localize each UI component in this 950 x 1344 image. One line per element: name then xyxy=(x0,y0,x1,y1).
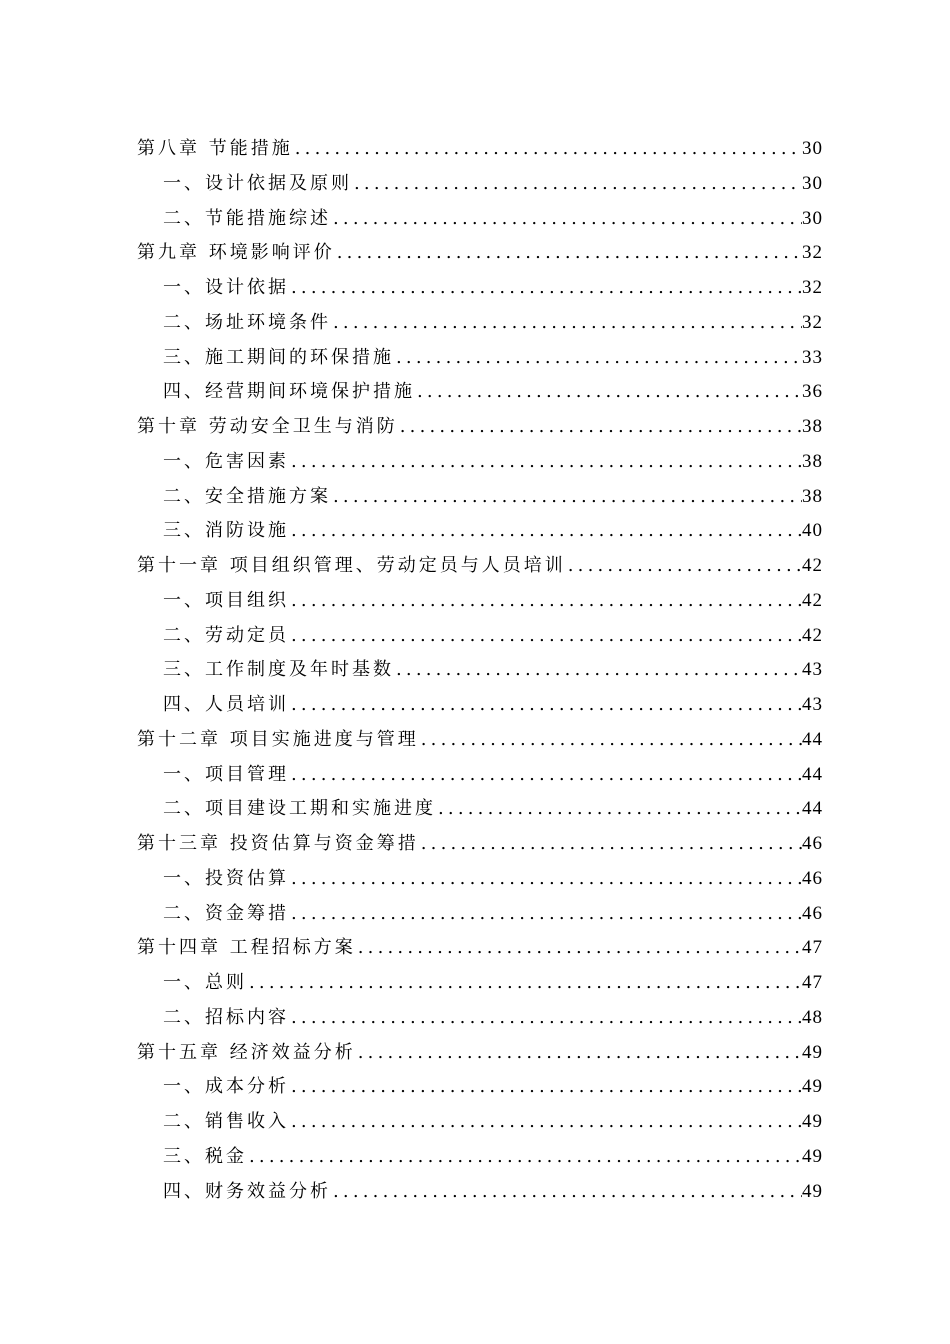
toc-page-number: 47 xyxy=(802,937,823,959)
toc-dot-leader xyxy=(415,375,802,410)
toc-page-number: 49 xyxy=(802,1111,823,1132)
toc-dot-leader xyxy=(293,132,802,167)
toc-entry-label: 二、资金筹措 xyxy=(163,902,289,924)
toc-page-number: 42 xyxy=(802,589,823,611)
toc-page-number: 49 xyxy=(802,1180,823,1202)
toc-page-number: 49 xyxy=(802,1076,823,1098)
toc-dot-leader xyxy=(331,202,802,237)
toc-section-entry[interactable] xyxy=(137,306,823,341)
toc-chapter-entry[interactable] xyxy=(137,236,823,271)
toc-chapter-entry[interactable] xyxy=(137,931,823,966)
toc-page-number: 42 xyxy=(802,624,823,646)
toc-section-entry[interactable] xyxy=(137,375,823,410)
toc-section-entry[interactable] xyxy=(137,792,823,827)
toc-page-number: 46 xyxy=(802,902,823,924)
toc-chapter-entry[interactable] xyxy=(137,410,823,445)
toc-entry-label: 二、节能措施综述 xyxy=(163,207,331,229)
toc-dot-leader xyxy=(289,584,802,619)
toc-entry-label: 二、招标内容 xyxy=(163,1006,289,1028)
toc-page-number: 40 xyxy=(802,520,823,542)
toc-entry-label: 二、销售收入 xyxy=(163,1111,289,1132)
toc-section-entry[interactable] xyxy=(137,445,823,480)
toc-entry-label: 四、财务效益分析 xyxy=(163,1180,331,1202)
toc-entry-label: 第八章 节能措施 xyxy=(137,138,293,159)
toc-dot-leader xyxy=(289,862,802,897)
toc-page-number: 43 xyxy=(802,694,823,715)
toc-page-number: 30 xyxy=(802,172,823,194)
toc-section-entry[interactable] xyxy=(137,897,823,932)
toc-dot-leader xyxy=(356,931,802,966)
toc-section-entry[interactable] xyxy=(137,480,823,515)
toc-page-number: 43 xyxy=(802,659,823,681)
toc-entry-label: 一、投资估算 xyxy=(163,867,289,889)
toc-page-number: 46 xyxy=(802,833,823,854)
toc-dot-leader xyxy=(394,653,802,688)
toc-dot-leader xyxy=(289,514,802,549)
toc-dot-leader xyxy=(566,549,802,584)
toc-dot-leader xyxy=(289,688,802,723)
toc-section-entry[interactable] xyxy=(137,514,823,549)
table-of-contents xyxy=(137,132,823,1209)
toc-page-number: 32 xyxy=(802,311,823,333)
toc-dot-leader xyxy=(331,480,802,515)
toc-section-entry[interactable] xyxy=(137,584,823,619)
toc-entry-label: 第九章 环境影响评价 xyxy=(137,242,335,264)
toc-dot-leader xyxy=(331,306,802,341)
toc-entry-label: 第十五章 经济效益分析 xyxy=(137,1041,356,1063)
toc-page-number: 46 xyxy=(802,867,823,889)
toc-page-number: 38 xyxy=(802,416,823,437)
toc-dot-leader xyxy=(289,619,802,654)
toc-dot-leader xyxy=(398,410,802,445)
toc-dot-leader xyxy=(289,758,802,793)
toc-section-entry[interactable] xyxy=(137,966,823,1001)
toc-page-number: 49 xyxy=(802,1041,823,1063)
toc-entry-label: 二、场址环境条件 xyxy=(163,311,331,333)
toc-entry-label: 三、工作制度及年时基数 xyxy=(163,659,394,681)
toc-entry-label: 四、经营期间环境保护措施 xyxy=(163,381,415,403)
toc-dot-leader xyxy=(419,827,802,862)
toc-dot-leader xyxy=(289,1105,802,1140)
toc-dot-leader xyxy=(419,723,802,758)
toc-entry-label: 第十三章 投资估算与资金筹措 xyxy=(137,833,419,854)
toc-dot-leader xyxy=(331,1175,802,1210)
toc-section-entry[interactable] xyxy=(137,653,823,688)
toc-dot-leader xyxy=(356,1036,802,1071)
toc-entry-label: 一、成本分析 xyxy=(163,1076,289,1098)
toc-chapter-entry[interactable] xyxy=(137,132,823,167)
toc-dot-leader xyxy=(394,341,802,376)
toc-section-entry[interactable] xyxy=(137,167,823,202)
toc-page-number: 32 xyxy=(802,242,823,264)
toc-chapter-entry[interactable] xyxy=(137,549,823,584)
toc-entry-label: 一、危害因素 xyxy=(163,450,289,472)
toc-page-number: 38 xyxy=(802,485,823,507)
toc-page-number: 30 xyxy=(802,207,823,229)
toc-page-number: 36 xyxy=(802,381,823,403)
toc-entry-label: 第十一章 项目组织管理、劳动定员与人员培训 xyxy=(137,555,566,576)
toc-entry-label: 第十二章 项目实施进度与管理 xyxy=(137,728,419,750)
toc-entry-label: 二、安全措施方案 xyxy=(163,485,331,507)
toc-chapter-entry[interactable] xyxy=(137,827,823,862)
toc-page-number: 33 xyxy=(802,346,823,368)
toc-page-number: 47 xyxy=(802,972,823,993)
toc-page-number: 44 xyxy=(802,763,823,785)
toc-section-entry[interactable] xyxy=(137,1070,823,1105)
toc-page-number: 44 xyxy=(802,728,823,750)
toc-entry-label: 第十四章 工程招标方案 xyxy=(137,937,356,959)
toc-section-entry[interactable] xyxy=(137,619,823,654)
toc-chapter-entry[interactable] xyxy=(137,1036,823,1071)
toc-section-entry[interactable] xyxy=(137,1175,823,1210)
toc-entry-label: 一、设计依据及原则 xyxy=(163,172,352,194)
toc-dot-leader xyxy=(289,897,802,932)
toc-section-entry[interactable] xyxy=(137,688,823,723)
toc-dot-leader xyxy=(247,1140,802,1175)
toc-dot-leader xyxy=(289,445,802,480)
toc-page-number: 38 xyxy=(802,450,823,472)
toc-section-entry[interactable] xyxy=(137,1105,823,1140)
toc-dot-leader xyxy=(335,236,802,271)
toc-entry-label: 三、消防设施 xyxy=(163,520,289,542)
toc-section-entry[interactable] xyxy=(137,1001,823,1036)
toc-entry-label: 一、设计依据 xyxy=(163,277,289,298)
toc-dot-leader xyxy=(289,1070,802,1105)
toc-page-number: 30 xyxy=(802,138,823,159)
toc-entry-label: 四、人员培训 xyxy=(163,694,289,715)
toc-entry-label: 一、总则 xyxy=(163,972,247,993)
toc-section-entry[interactable] xyxy=(137,862,823,897)
toc-dot-leader xyxy=(289,1001,802,1036)
toc-entry-label: 二、项目建设工期和实施进度 xyxy=(163,798,436,820)
toc-page-number: 48 xyxy=(802,1006,823,1028)
toc-chapter-entry[interactable] xyxy=(137,723,823,758)
toc-entry-label: 二、劳动定员 xyxy=(163,624,289,646)
toc-dot-leader xyxy=(436,792,802,827)
toc-page-number: 42 xyxy=(802,555,823,576)
toc-entry-label: 三、税金 xyxy=(163,1145,247,1167)
toc-dot-leader xyxy=(247,966,802,1001)
toc-page-number: 32 xyxy=(802,277,823,298)
toc-entry-label: 一、项目组织 xyxy=(163,589,289,611)
toc-section-entry[interactable] xyxy=(137,758,823,793)
toc-dot-leader xyxy=(289,271,802,306)
toc-section-entry[interactable] xyxy=(137,202,823,237)
toc-entry-label: 一、项目管理 xyxy=(163,763,289,785)
toc-section-entry[interactable] xyxy=(137,341,823,376)
toc-section-entry[interactable] xyxy=(137,1140,823,1175)
toc-entry-label: 第十章 劳动安全卫生与消防 xyxy=(137,416,398,437)
toc-entry-label: 三、施工期间的环保措施 xyxy=(163,346,394,368)
toc-page-number: 49 xyxy=(802,1145,823,1167)
toc-section-entry[interactable] xyxy=(137,271,823,306)
toc-dot-leader xyxy=(352,167,802,202)
toc-page-number: 44 xyxy=(802,798,823,820)
